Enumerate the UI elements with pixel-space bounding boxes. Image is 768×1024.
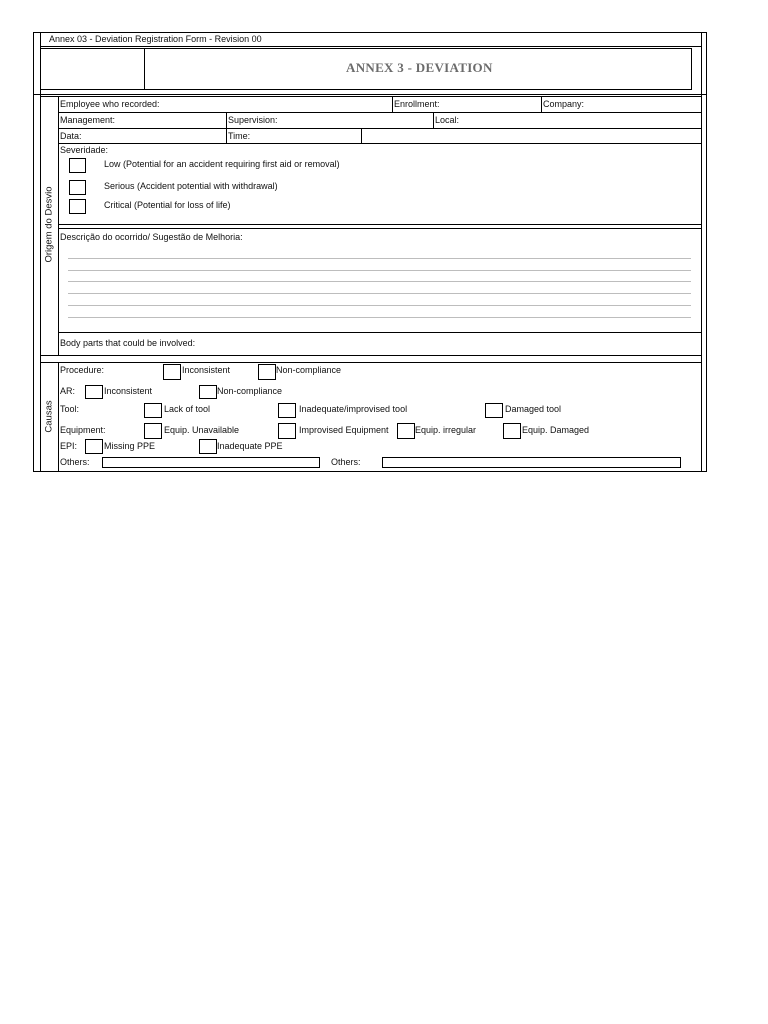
description-line bbox=[68, 317, 691, 318]
form-caption: Annex 03 - Deviation Registration Form - Revision 00 bbox=[49, 34, 262, 44]
severity-low-checkbox[interactable] bbox=[69, 158, 86, 173]
epi-inadequate-checkbox[interactable] bbox=[199, 439, 217, 454]
others-label-2: Others: bbox=[331, 457, 361, 467]
severity-critical-label: Critical (Potential for loss of life) bbox=[104, 200, 231, 210]
equipment-damaged-checkbox[interactable] bbox=[503, 423, 521, 439]
equipment-unavailable-checkbox[interactable] bbox=[144, 423, 162, 439]
management-label: Management: bbox=[60, 115, 116, 125]
equipment-irregular-label: Equip. irregular bbox=[415, 425, 477, 435]
description-label: Descrição do ocorrido/ Sugestão de Melhoria: bbox=[60, 232, 243, 242]
employee-label: Employee who recorded: bbox=[60, 99, 160, 109]
description-line bbox=[68, 258, 691, 259]
tool-damaged-label: Damaged tool bbox=[505, 404, 562, 414]
procedure-inconsistent-label: Inconsistent bbox=[182, 365, 231, 375]
severity-serious-label: Serious (Accident potential with withdrawal) bbox=[104, 181, 278, 191]
description-line bbox=[68, 270, 691, 271]
left-inner-border bbox=[40, 32, 41, 472]
equipment-irregular-checkbox[interactable] bbox=[397, 423, 415, 439]
causes-top bbox=[40, 362, 702, 363]
row3-divider bbox=[361, 128, 362, 144]
equipment-improvised-checkbox[interactable] bbox=[278, 423, 296, 439]
procedure-noncompliance-label: Non-compliance bbox=[276, 365, 342, 375]
severity-bottom-2 bbox=[58, 228, 702, 229]
description-line bbox=[68, 281, 691, 282]
epi-label: EPI: bbox=[60, 441, 78, 451]
epi-missing-label: Missing PPE bbox=[104, 441, 156, 451]
causes-side-label: Causas bbox=[43, 400, 55, 433]
origin-bottom bbox=[40, 355, 702, 356]
ar-noncompliance-label: Non-compliance bbox=[217, 386, 283, 396]
equipment-unavailable-label: Equip. Unavailable bbox=[164, 425, 240, 435]
description-bottom bbox=[58, 332, 702, 333]
procedure-label: Procedure: bbox=[60, 365, 105, 375]
row3-bottom bbox=[58, 143, 702, 144]
equipment-improvised-label: Improvised Equipment bbox=[299, 425, 389, 435]
epi-inadequate-label: Inadequate PPE bbox=[217, 441, 283, 451]
severity-critical-checkbox[interactable] bbox=[69, 199, 86, 214]
company-label: Company: bbox=[543, 99, 585, 109]
others-field-2[interactable] bbox=[382, 457, 681, 468]
origin-side-label: Origem do Desvio bbox=[43, 186, 55, 263]
time-label: Time: bbox=[228, 131, 251, 141]
tool-lack-label: Lack of tool bbox=[164, 404, 211, 414]
equipment-label: Equipment: bbox=[60, 425, 106, 435]
procedure-noncompliance-checkbox[interactable] bbox=[258, 364, 276, 380]
tool-label: Tool: bbox=[60, 404, 80, 414]
header-bottom-line bbox=[33, 94, 707, 95]
body-parts-label: Body parts that could be involved: bbox=[60, 338, 196, 348]
epi-missing-checkbox[interactable] bbox=[85, 439, 103, 454]
severity-low-label: Low (Potential for an accident requiring first aid or removal) bbox=[104, 159, 340, 169]
tool-damaged-checkbox[interactable] bbox=[485, 403, 503, 418]
right-inner-border bbox=[701, 32, 702, 472]
row1-divider-1 bbox=[392, 96, 393, 113]
origin-top-line bbox=[40, 96, 702, 97]
local-label: Local: bbox=[435, 115, 460, 125]
severity-serious-checkbox[interactable] bbox=[69, 180, 86, 195]
enrollment-label: Enrollment: bbox=[394, 99, 440, 109]
tool-lack-checkbox[interactable] bbox=[144, 403, 162, 418]
others-label-1: Others: bbox=[60, 457, 90, 467]
severity-bottom-1 bbox=[58, 224, 702, 225]
ar-noncompliance-checkbox[interactable] bbox=[199, 385, 217, 399]
row1-bottom bbox=[58, 112, 702, 113]
logo-divider bbox=[144, 48, 145, 90]
ar-inconsistent-checkbox[interactable] bbox=[85, 385, 103, 399]
equipment-damaged-label: Equip. Damaged bbox=[522, 425, 590, 435]
form-title: ANNEX 3 - DEVIATION bbox=[346, 60, 493, 75]
date-label: Data: bbox=[60, 131, 82, 141]
row2-bottom bbox=[58, 128, 702, 129]
description-line bbox=[68, 305, 691, 306]
tool-inadequate-label: Inadequate/improvised tool bbox=[299, 404, 408, 414]
description-line bbox=[68, 293, 691, 294]
caption-divider bbox=[40, 46, 702, 47]
causes-side-divider bbox=[58, 362, 59, 472]
tool-inadequate-checkbox[interactable] bbox=[278, 403, 296, 418]
ar-inconsistent-label: Inconsistent bbox=[104, 386, 153, 396]
supervision-label: Supervision: bbox=[228, 115, 278, 125]
others-field-1[interactable] bbox=[102, 457, 320, 468]
origin-side-divider bbox=[58, 96, 59, 356]
ar-label: AR: bbox=[60, 386, 76, 396]
severity-label: Severidade: bbox=[60, 145, 109, 155]
row1-divider-2 bbox=[541, 96, 542, 113]
procedure-inconsistent-checkbox[interactable] bbox=[163, 364, 181, 380]
row2-divider-2 bbox=[433, 112, 434, 128]
